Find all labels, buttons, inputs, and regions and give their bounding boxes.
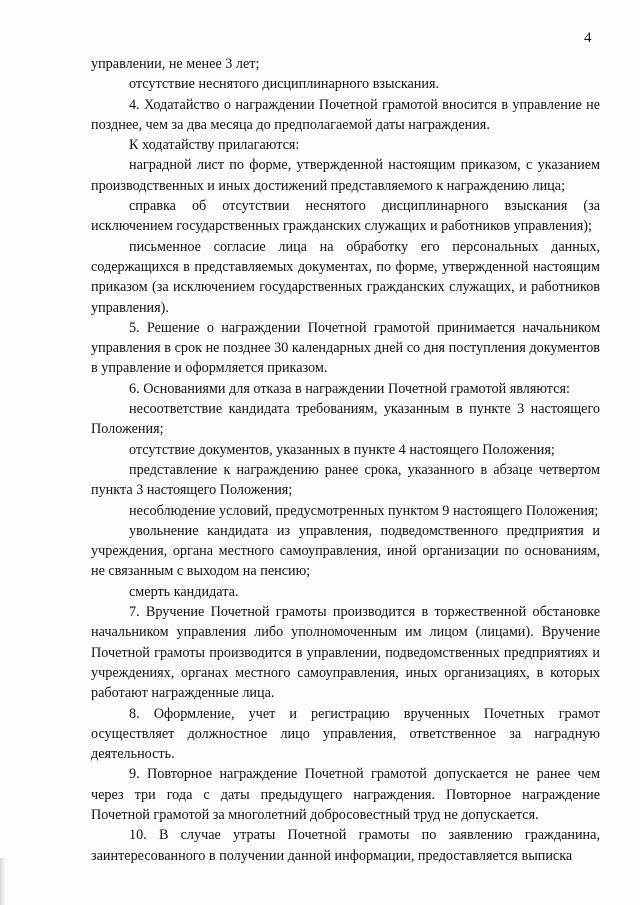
paragraph: К ходатайству прилагаются:: [129, 137, 300, 154]
paragraph: 5. Решение о награждении Почетной грамотой принимается начальником управления в срок не позднее 30 календарных дней со дня поступления документов в управление и оформляется приказом.: [91, 319, 600, 377]
paragraph: 4. Ходатайство о награждении Почетной грамотой вносится в управление не позднее, чем за два месяца до предполагаемой даты награждения.: [91, 96, 600, 133]
paragraph: письменное согласие лица на обработку его персональных данных, содержащихся в представляемых документах, по форме, утвержденной настоящим приказом (за исключением государственных гражданских служащих, и работников управления).: [91, 238, 600, 316]
paragraph: 6. Основаниями для отказа в награждении Почетной грамотой являются:: [129, 380, 570, 397]
paragraph: отсутствие документов, указанных в пункте 4 настоящего Положения;: [129, 441, 555, 458]
paragraph: несоблюдение условий, предусмотренных пунктом 9 настоящего Положения;: [129, 502, 599, 519]
paragraph: управлении, не менее 3 лет;: [91, 56, 260, 72]
page-number: 4: [584, 30, 592, 46]
scan-edge-shadow: [0, 858, 6, 905]
paragraph: наградной лист по форме, утвержденной настоящим приказом, с указанием производственных и иных достижений представляемого к награждению лица;: [91, 157, 600, 194]
paragraph: представление к награждению ранее срока, указанного в абзаце четвертом пункта 3 настоящего Положения;: [91, 461, 600, 499]
paragraph: смерть кандидата.: [129, 583, 239, 600]
paragraph: 8. Оформление, учет и регистрацию врученных Почетных грамот осуществляет должностное лицо управления, ответственное за наградную деятельность.: [91, 705, 600, 763]
paragraph: увольнение кандидата из управления, подведомственного предприятия и учреждения, органа местного самоуправления, иной организации по основаниям, не связанным с выходом на пенсию;: [91, 522, 600, 580]
paragraph: отсутствие неснятого дисциплинарного взыскания.: [129, 76, 440, 93]
paragraph: 10. В случае утраты Почетной грамоты по заявлению гражданина, заинтересованного в получении данной информации, предоставляется выписка: [91, 827, 600, 864]
paragraph: 9. Повторное награждение Почетной грамотой допускается не ранее чем через три года с даты предыдущего награждения. Повторное награждение Почетной грамотой за многолетний добросовестный труд не допускается.: [91, 766, 600, 823]
paragraph: 7. Вручение Почетной грамоты производится в торжественной обстановке начальником управления либо уполномоченным им лицом (лицами). Вручение Почетной грамоты производится в управлении, подведомственных предприятиях и учреждениях, органах местного самоуправления, иных организациях, в которых работают награжденные лица.: [91, 604, 600, 702]
paragraph: справка об отсутствии неснятого дисциплинарного взыскания (за исключением государственных гражданских служащих и работников управления);: [91, 198, 600, 235]
document-body: [91, 54, 600, 866]
paragraph: несоответствие кандидата требованиям, указанным в пункте 3 настоящего Положения;: [91, 401, 600, 438]
